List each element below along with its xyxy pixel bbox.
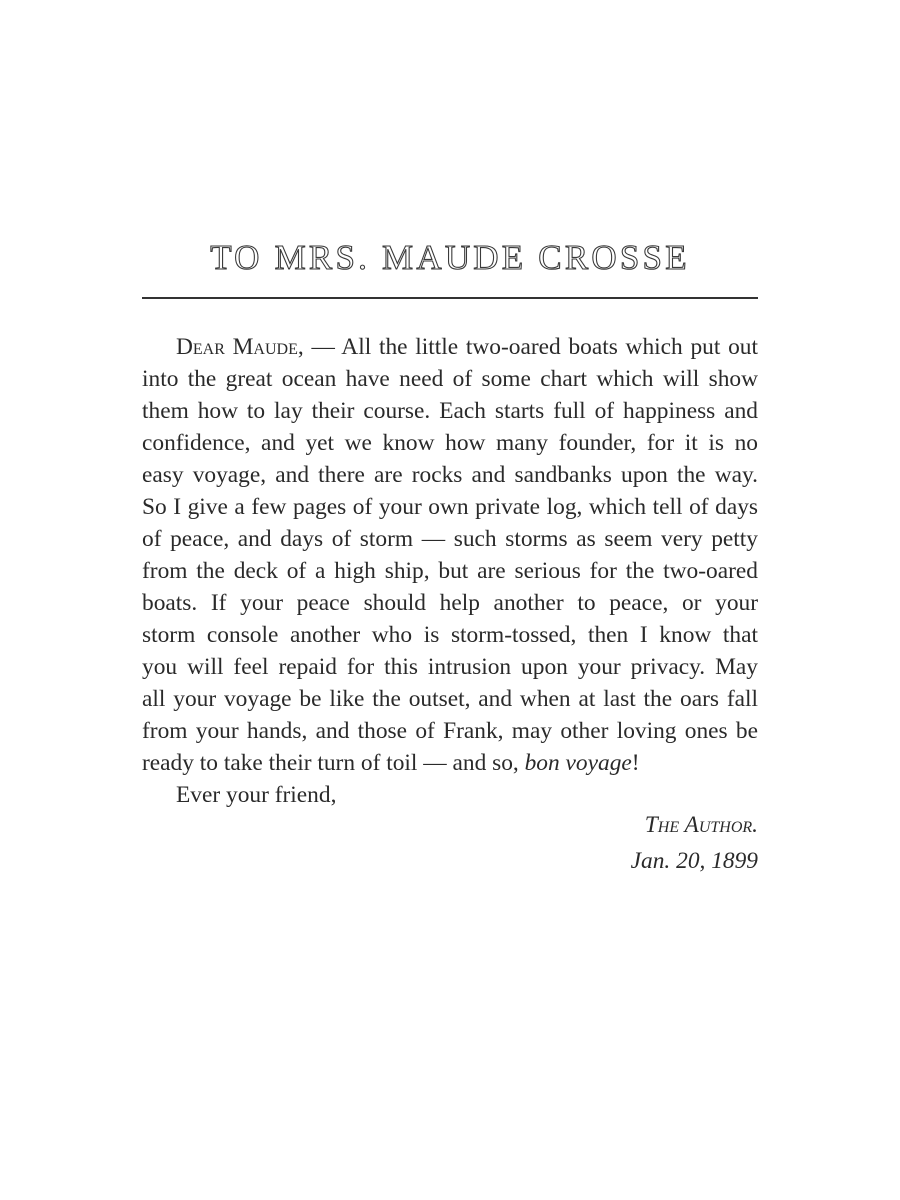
signature-author: The Author. xyxy=(644,812,758,838)
salutation: Dear Maude, xyxy=(176,334,304,360)
letter-line: Dear Maude, — All the little two-oared boats which put out xyxy=(176,334,758,360)
letter-closing: Ever your friend, xyxy=(176,782,337,808)
letter-line: from the deck of a high ship, but are serious for the two-oared xyxy=(142,558,758,584)
letter-line: from your hands, and those of Frank, may other loving ones be xyxy=(142,718,758,744)
letter-date: Jan. 20, 1899 xyxy=(630,848,758,874)
letter-line: confidence, and yet we know how many founder, for it is no xyxy=(142,430,758,456)
letter-line: So I give a few pages of your own private log, which tell of days xyxy=(142,494,758,520)
signature-block xyxy=(631,809,758,877)
letter-line: storm console another who is storm-tossed, then I know that xyxy=(142,622,758,648)
letter-line: boats. If your peace should help another to peace, or your xyxy=(142,590,758,616)
title-divider xyxy=(142,297,758,299)
letter-line: of peace, and days of storm — such storms as seem very petty xyxy=(142,526,758,552)
letter-line: them how to lay their course. Each starts full of happiness and xyxy=(142,398,758,424)
letter-body xyxy=(142,331,758,779)
letter-line: into the great ocean have need of some chart which will show xyxy=(142,366,758,392)
dedication-title: TO MRS. MAUDE CROSSE xyxy=(210,238,690,277)
letter-line-last: ready to take their turn of toil — and so, bon voyage! xyxy=(142,750,640,776)
letter-line: you will feel repaid for this intrusion upon your privacy. May xyxy=(142,654,758,680)
letter-line: all your voyage be like the outset, and when at last the oars fall xyxy=(142,686,758,712)
bon-voyage-italic: bon voyage xyxy=(524,750,632,776)
letter-line: easy voyage, and there are rocks and sandbanks upon the way. xyxy=(142,462,758,488)
